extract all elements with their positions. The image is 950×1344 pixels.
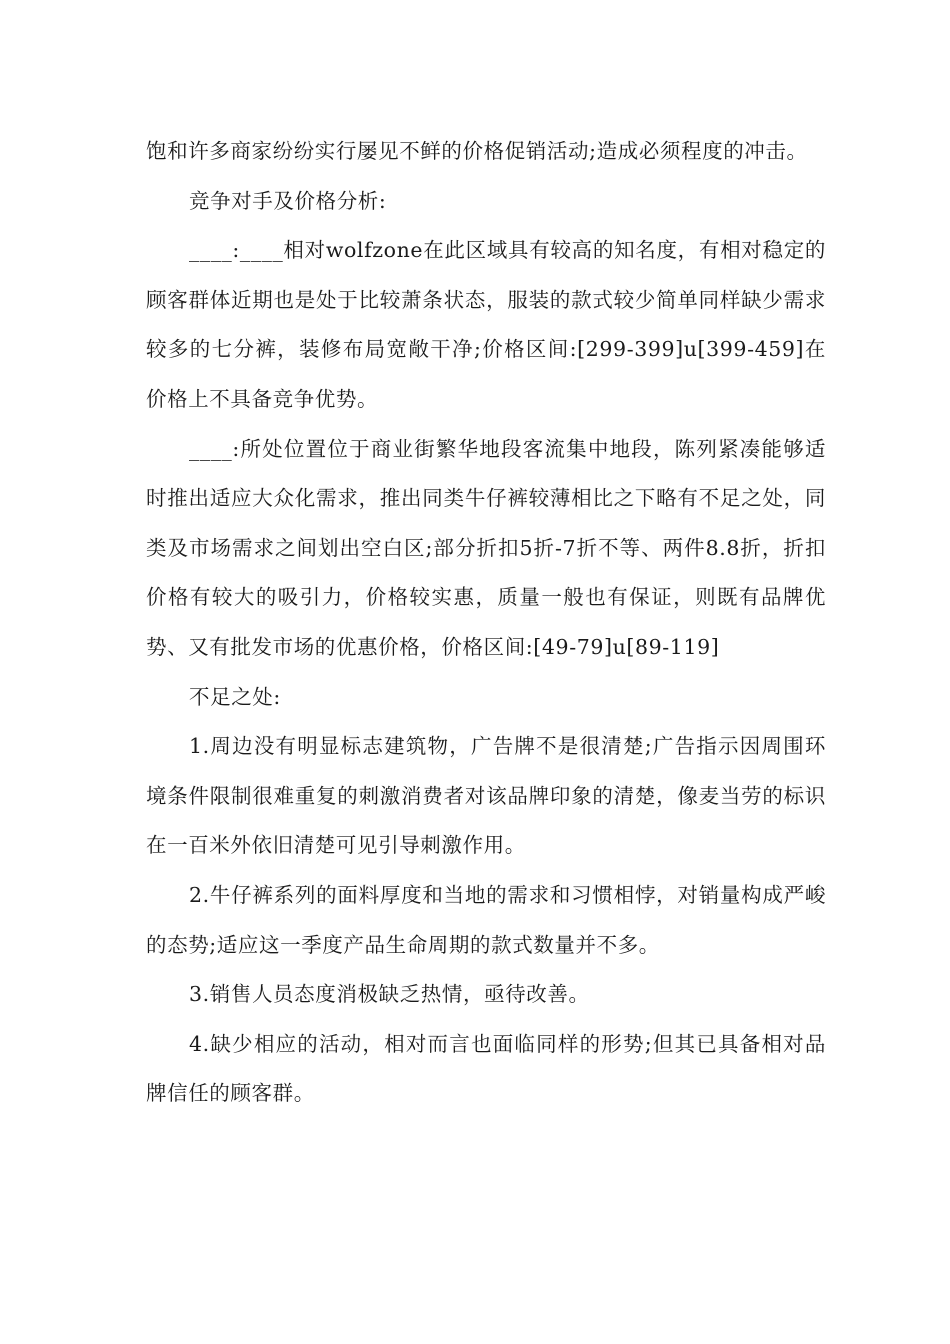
document-body (146, 127, 826, 1119)
paragraph-4: ____:所处位置位于商业街繁华地段客流集中地段，陈列紧凑能够适时推出适应大众化需求，推出同类牛仔裤较薄相比之下略有不足之处，同类及市场需求之间划出空白区;部分折扣5折-7折不等、两件8.8折，折扣价格有较大的吸引力，价格较实惠，质量一般也有保证，则既有品牌优势、又有批发市场的优惠价格，价格区间:[49-79]u[89-119] (146, 436, 826, 659)
paragraph-1: 饱和许多商家纷纷实行屡见不鲜的价格促销活动;造成必须程度的冲击。 (146, 139, 808, 163)
paragraph-9: 4.缺少相应的活动，相对而言也面临同样的形势;但其已具备相对品牌信任的顾客群。 (146, 1031, 826, 1106)
paragraph-8: 3.销售人员态度消极缺乏热情，亟待改善。 (189, 982, 590, 1007)
paragraph-7: 2.牛仔裤系列的面料厚度和当地的需求和习惯相悖，对销量构成严峻的态势;适应这一季度产品生命周期的款式数量并不多。 (146, 882, 826, 957)
paragraph-5: 不足之处: (189, 684, 281, 709)
paragraph-3: ____:____相对wolfzone在此区域具有较高的知名度，有相对稳定的顾客群体近期也是处于比较萧条状态，服装的款式较少简单同样缺少需求较多的七分裤，装修布局宽敞干净;价格区间:[299-399]u[399-459]在价格上不具备竞争优势。 (146, 238, 826, 411)
paragraph-6: 1.周边没有明显标志建筑物，广告牌不是很清楚;广告指示因周围环境条件限制很难重复的刺激消费者对该品牌印象的清楚，像麦当劳的标识在一百米外依旧清楚可见引导刺激作用。 (146, 734, 826, 858)
paragraph-2: 竞争对手及价格分析: (189, 188, 387, 213)
